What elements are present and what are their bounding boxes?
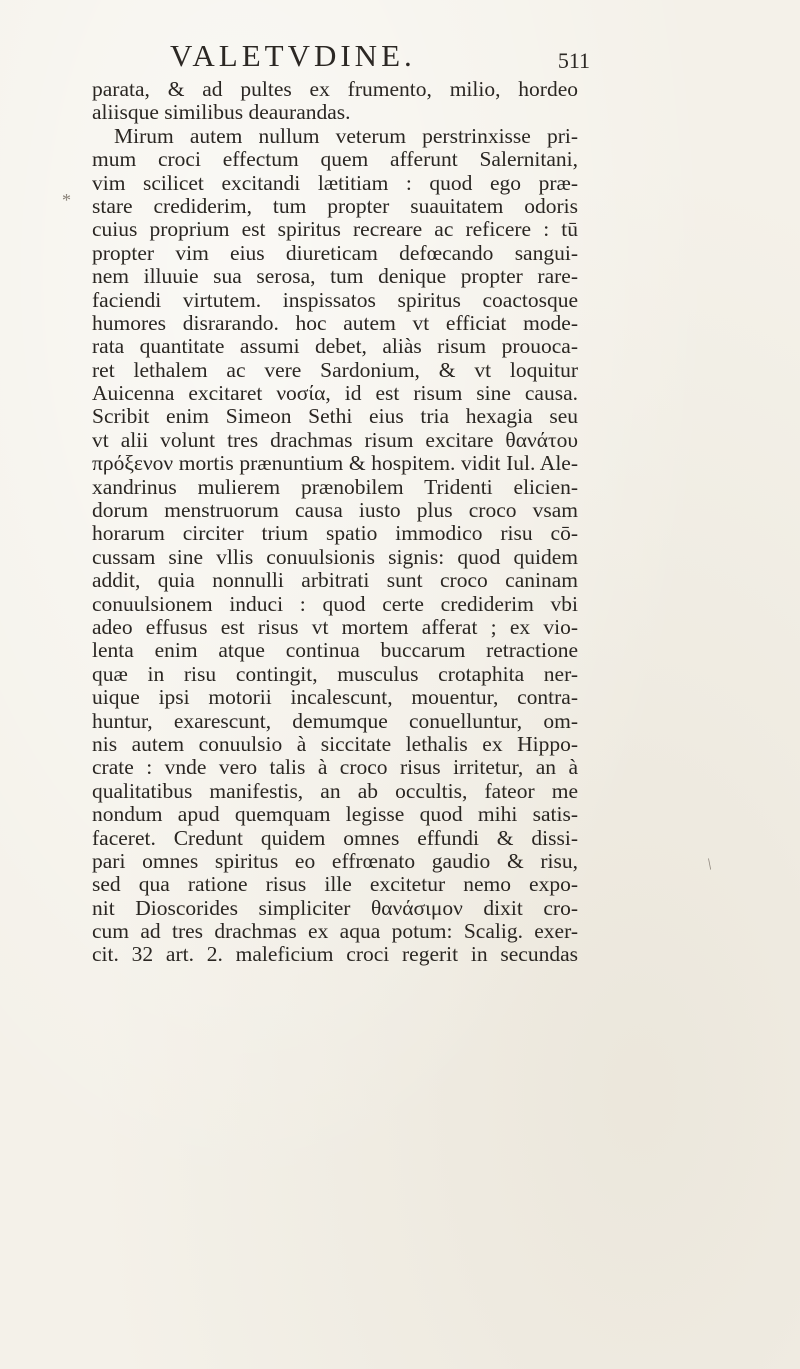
text-line: rata quantitate assumi debet, aliàs risum prouoca- [92, 334, 578, 359]
text-line: faceret. Credunt quidem omnes effundi & dissi- [92, 825, 578, 850]
text-line: mum croci effectum quem afferunt Salernitani, [92, 147, 578, 172]
text-line: qualitatibus manifestis, an ab occultis, fateor me [92, 778, 578, 803]
text-line: crate : vnde vero talis à croco risus irritetur, an à [92, 755, 578, 780]
text-line: Auicenna excitaret νοσία, id est risum sine causa. [92, 381, 578, 406]
text-line: uique ipsi motorii incalescunt, mouentur, contra- [92, 685, 578, 710]
text-line: addit, quia nonnulli arbitrati sunt croco caninam [92, 568, 578, 593]
text-line: quæ in risu contingit, musculus crotaphita ner- [92, 661, 578, 686]
text-line: cuius proprium est spiritus recreare ac reficere : tū [92, 217, 578, 242]
text-line: vim scilicet excitandi lætitiam : quod ego præ- [92, 170, 578, 195]
text-line: dorum menstruorum causa iusto plus croco vsam [92, 498, 578, 523]
margin-tick-mark: / [703, 856, 717, 874]
text-line: πρόξενον mortis prænuntium & hospitem. vidit Iul. Ale- [92, 451, 578, 476]
text-line: xandrinus mulierem prænobilem Tridenti elicien- [92, 474, 578, 499]
text-line: lenta enim atque continua buccarum retractione [92, 638, 578, 663]
text-line: ret lethalem ac vere Sardonium, & vt loquitur [92, 357, 578, 382]
text-line: nem illuuie sua serosa, tum denique propter rare- [92, 264, 578, 289]
page-number: 511 [557, 48, 590, 73]
running-title: VALETVDINE. [170, 38, 416, 73]
text-line: cum ad tres drachmas ex aqua potum: Scalig. exer- [92, 919, 578, 944]
text-line: vt alii volunt tres drachmas risum excitare θανάτου [92, 427, 578, 452]
text-line: nondum apud quemquam legisse quod mihi satis- [92, 802, 578, 827]
body-text [92, 78, 578, 967]
margin-star-mark: * [62, 190, 71, 210]
text-line: huntur, exarescunt, demumque conuelluntur, om- [92, 708, 578, 733]
text-line: cit. 32 art. 2. maleficium croci regerit in secundas [92, 942, 578, 967]
text-line: horarum circiter trium spatio immodico risu cō- [92, 521, 578, 546]
text-line: Mirum autem nullum veterum perstrinxisse pri- [114, 123, 578, 148]
text-line: nis autem conuulsio à siccitate lethalis ex Hippo- [92, 731, 578, 756]
text-line: aliisque similibus deaurandas. [92, 100, 351, 125]
page-header [170, 38, 590, 78]
text-line: conuulsionem induci : quod certe crediderim vbi [92, 591, 578, 616]
text-line: parata, & ad pultes ex frumento, milio, hordeo [92, 77, 578, 101]
text-line: cussam sine vllis conuulsionis signis: quod quidem [92, 544, 578, 569]
text-line: nit Dioscorides simpliciter θανάσιμον dixit cro- [92, 895, 578, 920]
text-line: faciendi virtutem. inspissatos spiritus coactosque [92, 287, 578, 312]
text-line: sed qua ratione risus ille excitetur nemo expo- [92, 872, 578, 897]
text-line: propter vim eius diureticam defœcando sangui- [92, 240, 578, 265]
text-line: stare crediderim, tum propter suauitatem odoris [92, 193, 578, 218]
text-line: Scribit enim Simeon Sethi eius tria hexagia seu [92, 404, 578, 429]
text-line: pari omnes spiritus eo effrœnato gaudio & risu, [92, 848, 578, 873]
text-line: adeo effusus est risus vt mortem afferat ; ex vio- [92, 614, 578, 639]
text-line: humores disrarando. hoc autem vt efficiat mode- [92, 310, 578, 335]
